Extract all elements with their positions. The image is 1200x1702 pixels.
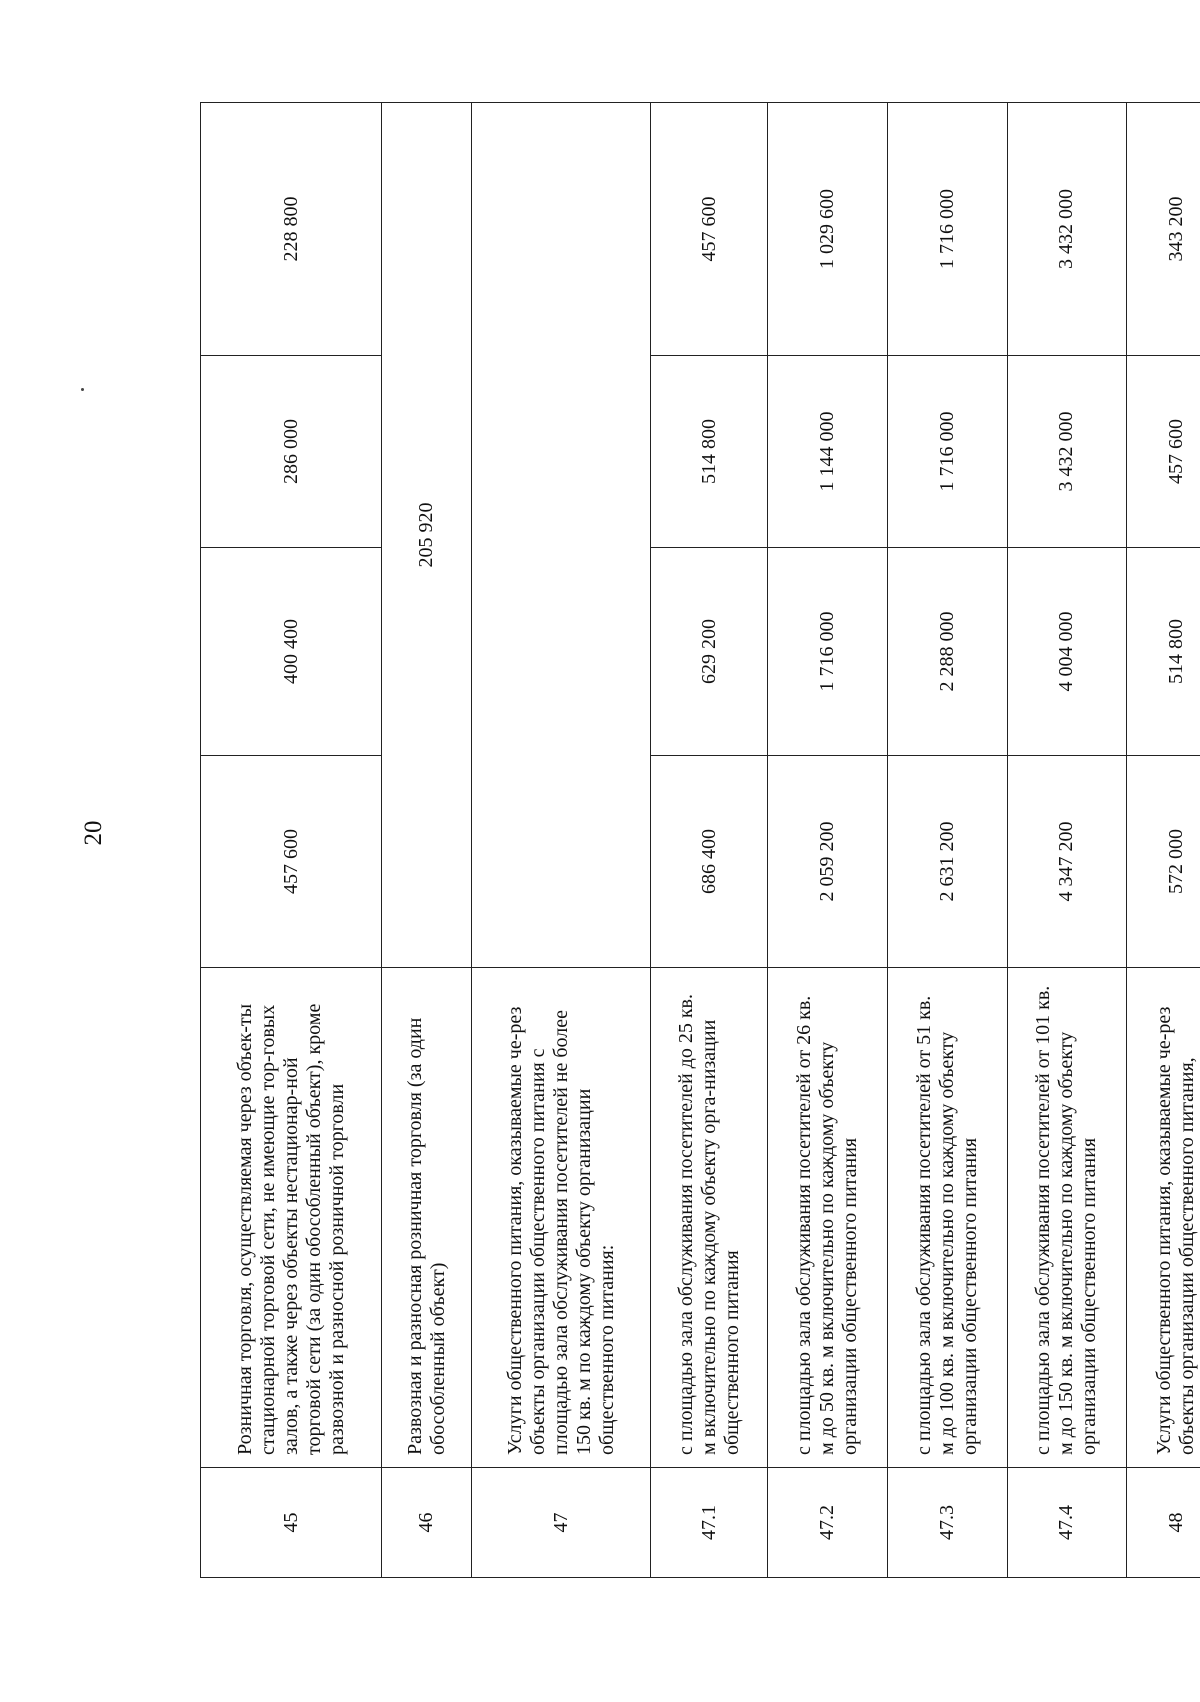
value-cell: 457 600: [651, 103, 768, 356]
value-cell: 2 631 200: [888, 756, 1008, 968]
row-description: Развозная и разносная розничная торговля (за один обособленный объект): [382, 968, 472, 1468]
value-cell: 457 600: [201, 756, 382, 968]
rotated-table-container: [200, 103, 1200, 1578]
row-description: Услуги общественного питания, оказываемые че-рез объекты организации общественного питания,: [1127, 968, 1200, 1468]
row-description: с площадью зала обслуживания посетителей от 26 кв. м до 50 кв. м включительно по каждому объекту организации общественного питания: [768, 968, 888, 1468]
value-cell: 457 600: [1127, 356, 1200, 548]
value-cell: 686 400: [651, 756, 768, 968]
row-number: 47.3: [888, 1468, 1008, 1578]
value-cell: 1 029 600: [768, 103, 888, 356]
value-cell: 4 004 000: [1007, 548, 1127, 756]
table-row: [768, 103, 888, 1578]
merged-value-cell: 205 920: [382, 103, 472, 968]
value-cell: 1 716 000: [888, 103, 1008, 356]
row-number: 47.2: [768, 1468, 888, 1578]
table-row: [201, 103, 382, 1578]
table-row: [888, 103, 1008, 1578]
value-cell: 514 800: [1127, 548, 1200, 756]
value-cell: 514 800: [651, 356, 768, 548]
table-row: [1007, 103, 1127, 1578]
value-cell: 228 800: [201, 103, 382, 356]
table-row: [1127, 103, 1200, 1578]
row-number: 47.1: [651, 1468, 768, 1578]
value-cell: 2 288 000: [888, 548, 1008, 756]
row-number: 47: [472, 1468, 651, 1578]
row-description: Розничная торговля, осуществляемая через объек-ты стационарной торговой сети, не имеющие тор-говых залов, а также через объекты нестационар-ной торговой сети (за один обособленный объект), кроме развозной и разносной розничной торговли: [201, 968, 382, 1468]
value-cell: 629 200: [651, 548, 768, 756]
row-number: 48: [1127, 1468, 1200, 1578]
page-number: 20: [80, 820, 107, 846]
empty-value-cell: [472, 103, 651, 968]
value-cell: 343 200: [1127, 103, 1200, 356]
value-cell: 1 144 000: [768, 356, 888, 548]
row-description: с площадью зала обслуживания посетителей до 25 кв. м включительно по каждому объекту орга-низации общественного питания: [651, 968, 768, 1468]
row-number: 46: [382, 1468, 472, 1578]
row-number: 45: [201, 1468, 382, 1578]
row-description: с площадью зала обслуживания посетителей от 101 кв. м до 150 кв. м включительно по каждому объекту организации общественного питания: [1007, 968, 1127, 1468]
value-cell: 4 347 200: [1007, 756, 1127, 968]
value-cell: 2 059 200: [768, 756, 888, 968]
value-cell: 3 432 000: [1007, 356, 1127, 548]
row-number: 47.4: [1007, 1468, 1127, 1578]
table-row: [472, 103, 651, 1578]
scan-speck: [81, 388, 84, 391]
value-cell: 3 432 000: [1007, 103, 1127, 356]
row-description: Услуги общественного питания, оказываемые че-рез объекты организации общественного питания с площадью зала обслуживания посетителей не более 150 кв. м по каждому объекту организации общественного питания:: [472, 968, 651, 1468]
table-row: [382, 103, 472, 1578]
value-cell: 400 400: [201, 548, 382, 756]
value-cell: 572 000: [1127, 756, 1200, 968]
value-cell: 1 716 000: [888, 356, 1008, 548]
table-row: [651, 103, 768, 1578]
value-cell: 286 000: [201, 356, 382, 548]
value-cell: 1 716 000: [768, 548, 888, 756]
row-description: с площадью зала обслуживания посетителей от 51 кв. м до 100 кв. м включительно по каждому объекту организации общественного питания: [888, 968, 1008, 1468]
tariff-table: [200, 102, 1200, 1578]
